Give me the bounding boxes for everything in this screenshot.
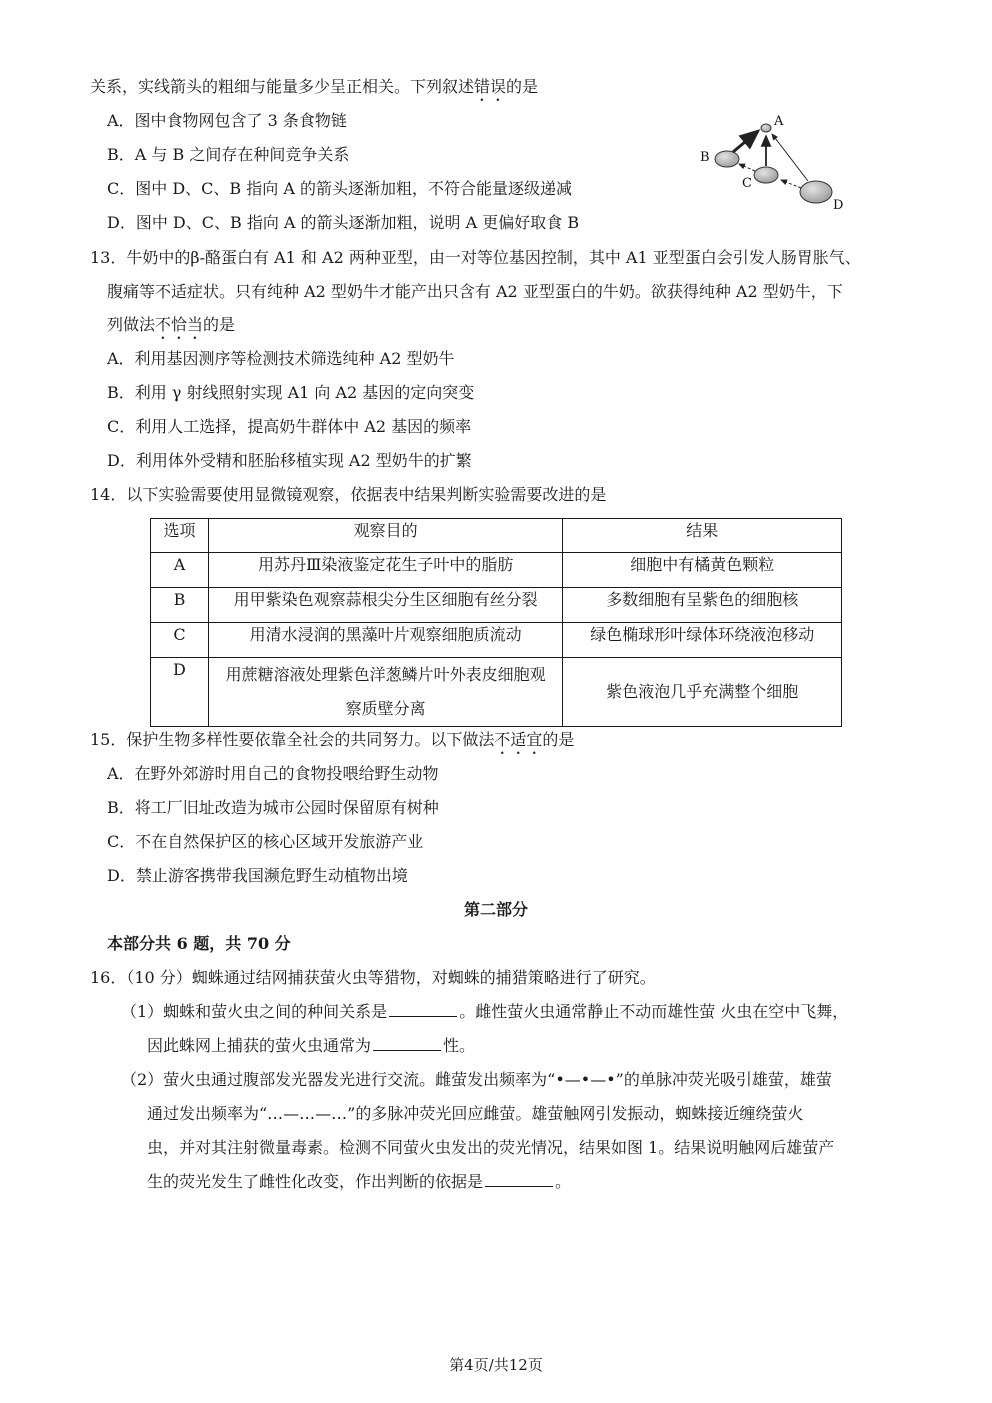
row-option: D	[151, 658, 209, 727]
arrow-b-to-a	[733, 131, 758, 152]
q16-stem: 16．（10 分）蜘蛛通过结网捕获萤火虫等猎物，对蜘蛛的捕猎策略进行了研究。	[90, 968, 656, 987]
row-result: 绿色椭球形叶绿体环绕液泡移动	[563, 623, 842, 658]
part-note: 本部分共 6 题，共 70 分	[107, 934, 291, 953]
table-row	[151, 588, 842, 623]
q13-emphasis: 不恰当	[155, 315, 204, 334]
q16-part1-line2: 因此蛛网上捕获的萤火虫通常为 性。	[147, 1036, 476, 1055]
part-title: 第二部分	[463, 900, 528, 919]
table-row	[151, 658, 842, 727]
food-web-diagram	[695, 108, 855, 218]
answer-blank	[373, 1036, 441, 1051]
node-b	[715, 151, 739, 167]
q16-part2-line1: （2）萤火虫通过腹部发光器发光进行交流。雌萤发出频率为“•—•—•”的单脉冲荧光吸引雄萤，雄萤	[121, 1070, 832, 1089]
q13-line-2: 腹痛等不适症状。只有纯种 A2 型奶牛才能产出只含有 A2 亚型蛋白的牛奶。欲获得纯种 A2 型奶牛，下	[107, 282, 843, 301]
page-number: 第4页/共12页	[449, 1356, 543, 1374]
header-result: 结果	[563, 519, 842, 553]
row-purpose: 用清水浸润的黑藻叶片观察细胞质流动	[208, 623, 562, 658]
q16-part2-line4: 生的荧光发生了雌性化改变，作出判断的依据是 。	[147, 1172, 572, 1191]
arrow-c-to-b	[739, 164, 755, 171]
node-a	[761, 124, 771, 132]
row-option: B	[151, 588, 209, 623]
q12-option-a: A．图中食物网包含了 3 条食物链	[107, 111, 347, 130]
q12-option-c: C．图中 D、C、B 指向 A 的箭头逐渐加粗，不符合能量逐级递减	[107, 179, 572, 198]
table-row	[151, 553, 842, 588]
q13-line-3: 列做法不恰当的是	[107, 315, 236, 334]
label-b: B	[700, 150, 710, 165]
label-a: A	[774, 114, 784, 129]
label-c: C	[742, 176, 752, 191]
q16-part2-line2: 通过发出频率为“…—…—…”的多脉冲荧光回应雌萤。雄萤触网引发振动，蜘蛛接近缠绕萤火	[147, 1104, 804, 1123]
q13-option-d: D．利用体外受精和胚胎移植实现 A2 型奶牛的扩繁	[107, 451, 472, 470]
q13-line-1: 13．牛奶中的β-酪蛋白有 A1 和 A2 两种亚型，由一对等位基因控制，其中 A1 亚型蛋白会引发人肠胃胀气、	[90, 248, 861, 267]
table-row	[151, 623, 842, 658]
q16-part2-line3: 虫，并对其注射微量毒素。检测不同萤火虫发出的荧光情况，结果如图 1。结果说明触网后雄萤产	[147, 1138, 835, 1157]
node-d	[800, 181, 832, 203]
q12-option-d: D．图中 D、C、B 指向 A 的箭头逐渐加粗，说明 A 更偏好取食 B	[107, 213, 580, 232]
arrow-d-to-c	[781, 180, 801, 188]
q15-emphasis: 不适宜	[494, 730, 543, 749]
q13-option-c: C．利用人工选择，提高奶牛群体中 A2 基因的频率	[107, 417, 472, 436]
row-result: 紫色液泡几乎充满整个细胞	[563, 658, 842, 727]
q15-stem: 15．保护生物多样性要依靠全社会的共同努力。以下做法不适宜的是	[90, 730, 575, 749]
q12-emphasis: 错误	[474, 77, 507, 96]
q14-stem: 14．以下实验需要使用显微镜观察，依据表中结果判断实验需要改进的是	[90, 485, 607, 504]
answer-blank	[485, 1172, 553, 1187]
header-purpose: 观察目的	[208, 519, 562, 553]
row-purpose: 用苏丹Ⅲ染液鉴定花生子叶中的脂肪	[208, 553, 562, 588]
table-header-row	[151, 519, 842, 553]
q15-option-a: A．在野外郊游时用自己的食物投喂给野生动物	[107, 764, 439, 783]
node-c	[754, 167, 778, 183]
row-purpose: 用甲紫染色观察蒜根尖分生区细胞有丝分裂	[208, 588, 562, 623]
q14-table	[150, 518, 842, 727]
label-d: D	[833, 198, 844, 213]
q15-option-b: B．将工厂旧址改造为城市公园时保留原有树种	[107, 798, 439, 817]
q15-option-c: C．不在自然保护区的核心区域开发旅游产业	[107, 832, 424, 851]
q16-part1-line1: （1）蜘蛛和萤火虫之间的种间关系是 。雌性萤火虫通常静止不动而雄性萤 火虫在空中飞舞，	[121, 1002, 849, 1021]
row-option: C	[151, 623, 209, 658]
row-result: 多数细胞有呈紫色的细胞核	[563, 588, 842, 623]
q12-stem: 关系，实线箭头的粗细与能量多少呈正相关。下列叙述错误的是	[90, 77, 539, 96]
row-result: 细胞中有橘黄色颗粒	[563, 553, 842, 588]
q15-option-d: D．禁止游客携带我国濒危野生动植物出境	[107, 866, 408, 885]
q13-option-a: A．利用基因测序等检测技术筛选纯种 A2 型奶牛	[107, 349, 455, 368]
row-purpose: 用蔗糖溶液处理紫色洋葱鳞片叶外表皮细胞观 察质壁分离	[208, 658, 562, 727]
q12-option-b: B．A 与 B 之间存在种间竞争关系	[107, 145, 350, 164]
row-option: A	[151, 553, 209, 588]
answer-blank	[389, 1002, 457, 1017]
q13-option-b: B．利用 γ 射线照射实现 A1 向 A2 基因的定向突变	[107, 383, 475, 402]
header-option: 选项	[151, 519, 209, 553]
